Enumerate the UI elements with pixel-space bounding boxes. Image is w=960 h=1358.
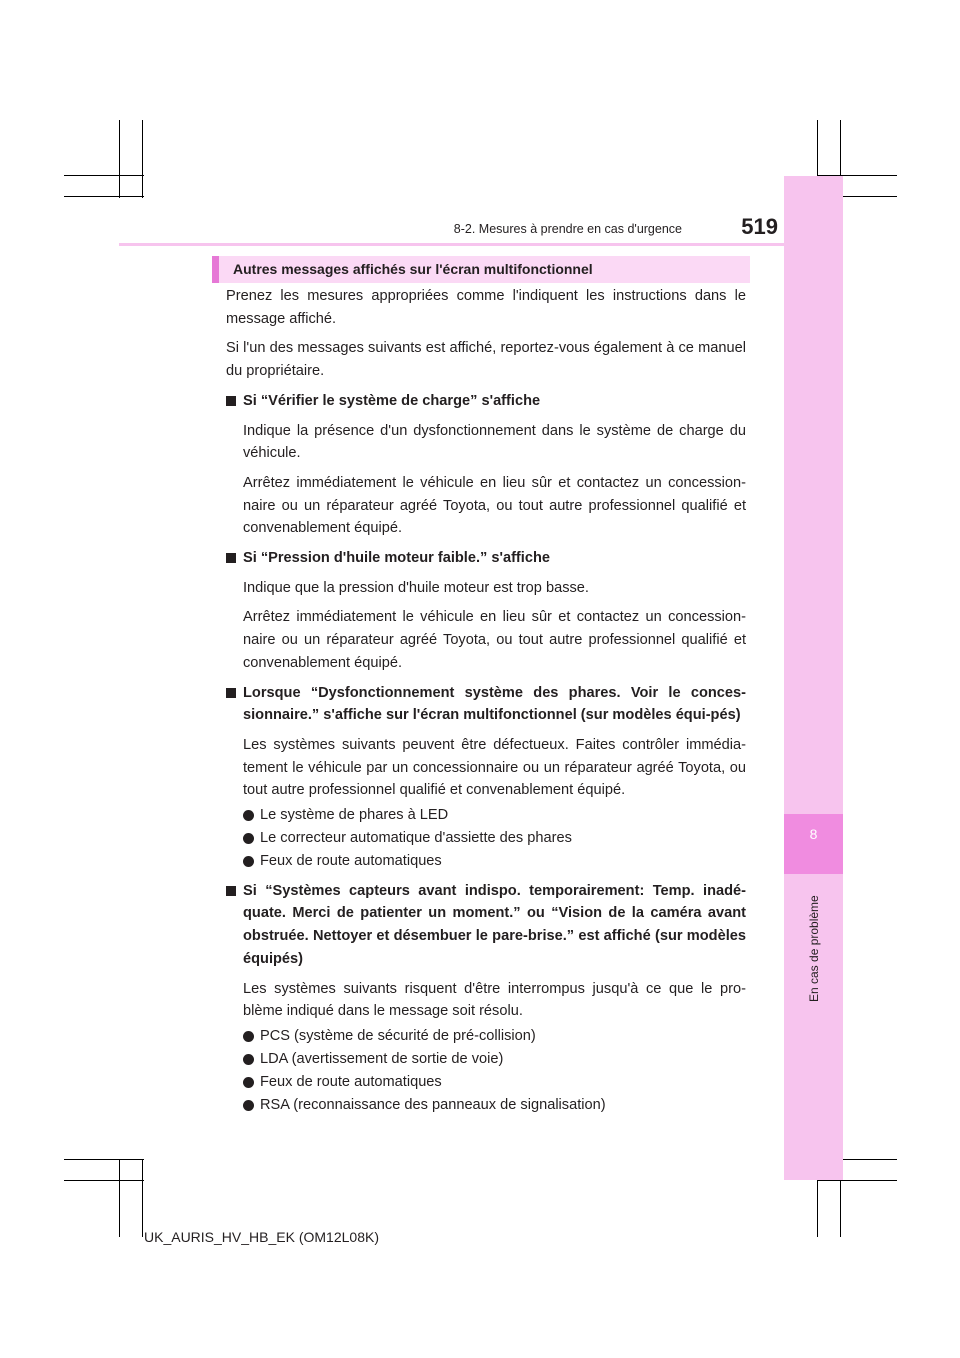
list-item: Le système de phares à LED bbox=[243, 804, 746, 827]
list-item: Le correcteur automatique d'assiette des phares bbox=[243, 827, 746, 850]
bullet-dot-icon bbox=[243, 850, 260, 873]
bullet-dot-icon bbox=[243, 827, 260, 850]
chapter-side-tab bbox=[784, 176, 843, 1180]
square-bullet-icon bbox=[226, 682, 243, 705]
bullet-dot-icon bbox=[243, 1025, 260, 1048]
section-paragraph: Les systèmes suivants risquent d'être interrompus jusqu'à ce que le pro-blème indiqué dans le message soit résolu. bbox=[243, 980, 746, 1020]
chapter-number: 8 bbox=[809, 826, 818, 842]
chapter-title: En cas de problème bbox=[807, 895, 821, 1002]
bullet-dot-icon bbox=[243, 1094, 260, 1117]
crop-mark bbox=[64, 1180, 144, 1181]
intro-paragraph: Prenez les mesures appropriées comme l'indiquent les instructions dans le message affiché. bbox=[226, 288, 746, 327]
list-item: Feux de route automatiques bbox=[243, 1071, 746, 1094]
page-content bbox=[226, 285, 746, 1117]
section-heading: Lorsque “Dysfonctionnement système des phares. Voir le conces-sionnaire.” s'affiche sur l'écran multifonctionnel (sur modèles équi-pés) bbox=[226, 682, 746, 727]
document-code: UK_AURIS_HV_HB_EK (OM12L08K) bbox=[144, 1229, 379, 1245]
crop-mark bbox=[817, 1180, 897, 1181]
crop-mark bbox=[64, 1159, 144, 1160]
section-paragraph: Indique que la pression d'huile moteur est trop basse. bbox=[243, 579, 589, 596]
bullet-dot-icon bbox=[243, 804, 260, 827]
bullet-dot-icon bbox=[243, 1048, 260, 1071]
crop-mark bbox=[64, 196, 144, 197]
header-section-title: 8-2. Mesures à prendre en cas d'urgence bbox=[453, 222, 682, 236]
square-bullet-icon bbox=[226, 547, 243, 570]
list-item: LDA (avertissement de sortie de voie) bbox=[243, 1048, 746, 1071]
crop-mark bbox=[64, 175, 144, 176]
section-paragraph: Arrêtez immédiatement le véhicule en lieu sûr et contactez un concession-naire ou un réparateur agréé Toyota, ou tout autre professionnel qualifié et convenablement équipé. bbox=[243, 474, 746, 537]
crop-mark bbox=[119, 120, 120, 198]
crop-mark bbox=[119, 1159, 120, 1237]
section-heading: Si “Systèmes capteurs avant indispo. temporairement: Temp. inadé-quate. Merci de patienter un moment.” ou “Vision de la caméra avant obstruée. Nettoyer et désembuer le pare-brise.” est affiché (sur modèles équipés) bbox=[226, 880, 746, 971]
section-paragraph: Indique la présence d'un dysfonctionnement dans le système de charge du véhicule. bbox=[243, 422, 746, 462]
list-item: PCS (système de sécurité de pré-collision) bbox=[243, 1025, 746, 1048]
page-number: 519 bbox=[741, 214, 778, 239]
section-paragraph: Arrêtez immédiatement le véhicule en lieu sûr et contactez un concession-naire ou un réparateur agréé Toyota, ou tout autre professionnel qualifié et convenablement équipé. bbox=[243, 609, 746, 671]
intro-paragraph: Si l'un des messages suivants est affiché, reportez-vous également à ce manuel du propriétaire. bbox=[226, 340, 746, 380]
section-heading: Si “Pression d'huile moteur faible.” s'affiche bbox=[226, 547, 746, 570]
chapter-tab-active bbox=[784, 814, 843, 874]
crop-mark bbox=[142, 120, 143, 198]
section-heading: Si “Vérifier le système de charge” s'affiche bbox=[226, 390, 746, 413]
section-paragraph: Les systèmes suivants peuvent être défectueux. Faites contrôler immédia-tement le véhicule par un concessionnaire ou un réparateur agréé Toyota, ou tout autre professionnel qualifié et convenablement équipé. bbox=[243, 736, 746, 799]
square-bullet-icon bbox=[226, 390, 243, 413]
crop-mark bbox=[142, 1159, 143, 1237]
header-rule bbox=[119, 243, 843, 246]
list-item: Feux de route automatiques bbox=[243, 850, 746, 873]
list-item: RSA (reconnaissance des panneaux de signalisation) bbox=[243, 1094, 746, 1117]
section-box-title: Autres messages affichés sur l'écran multifonctionnel bbox=[212, 256, 750, 283]
square-bullet-icon bbox=[226, 880, 243, 903]
bullet-dot-icon bbox=[243, 1071, 260, 1094]
